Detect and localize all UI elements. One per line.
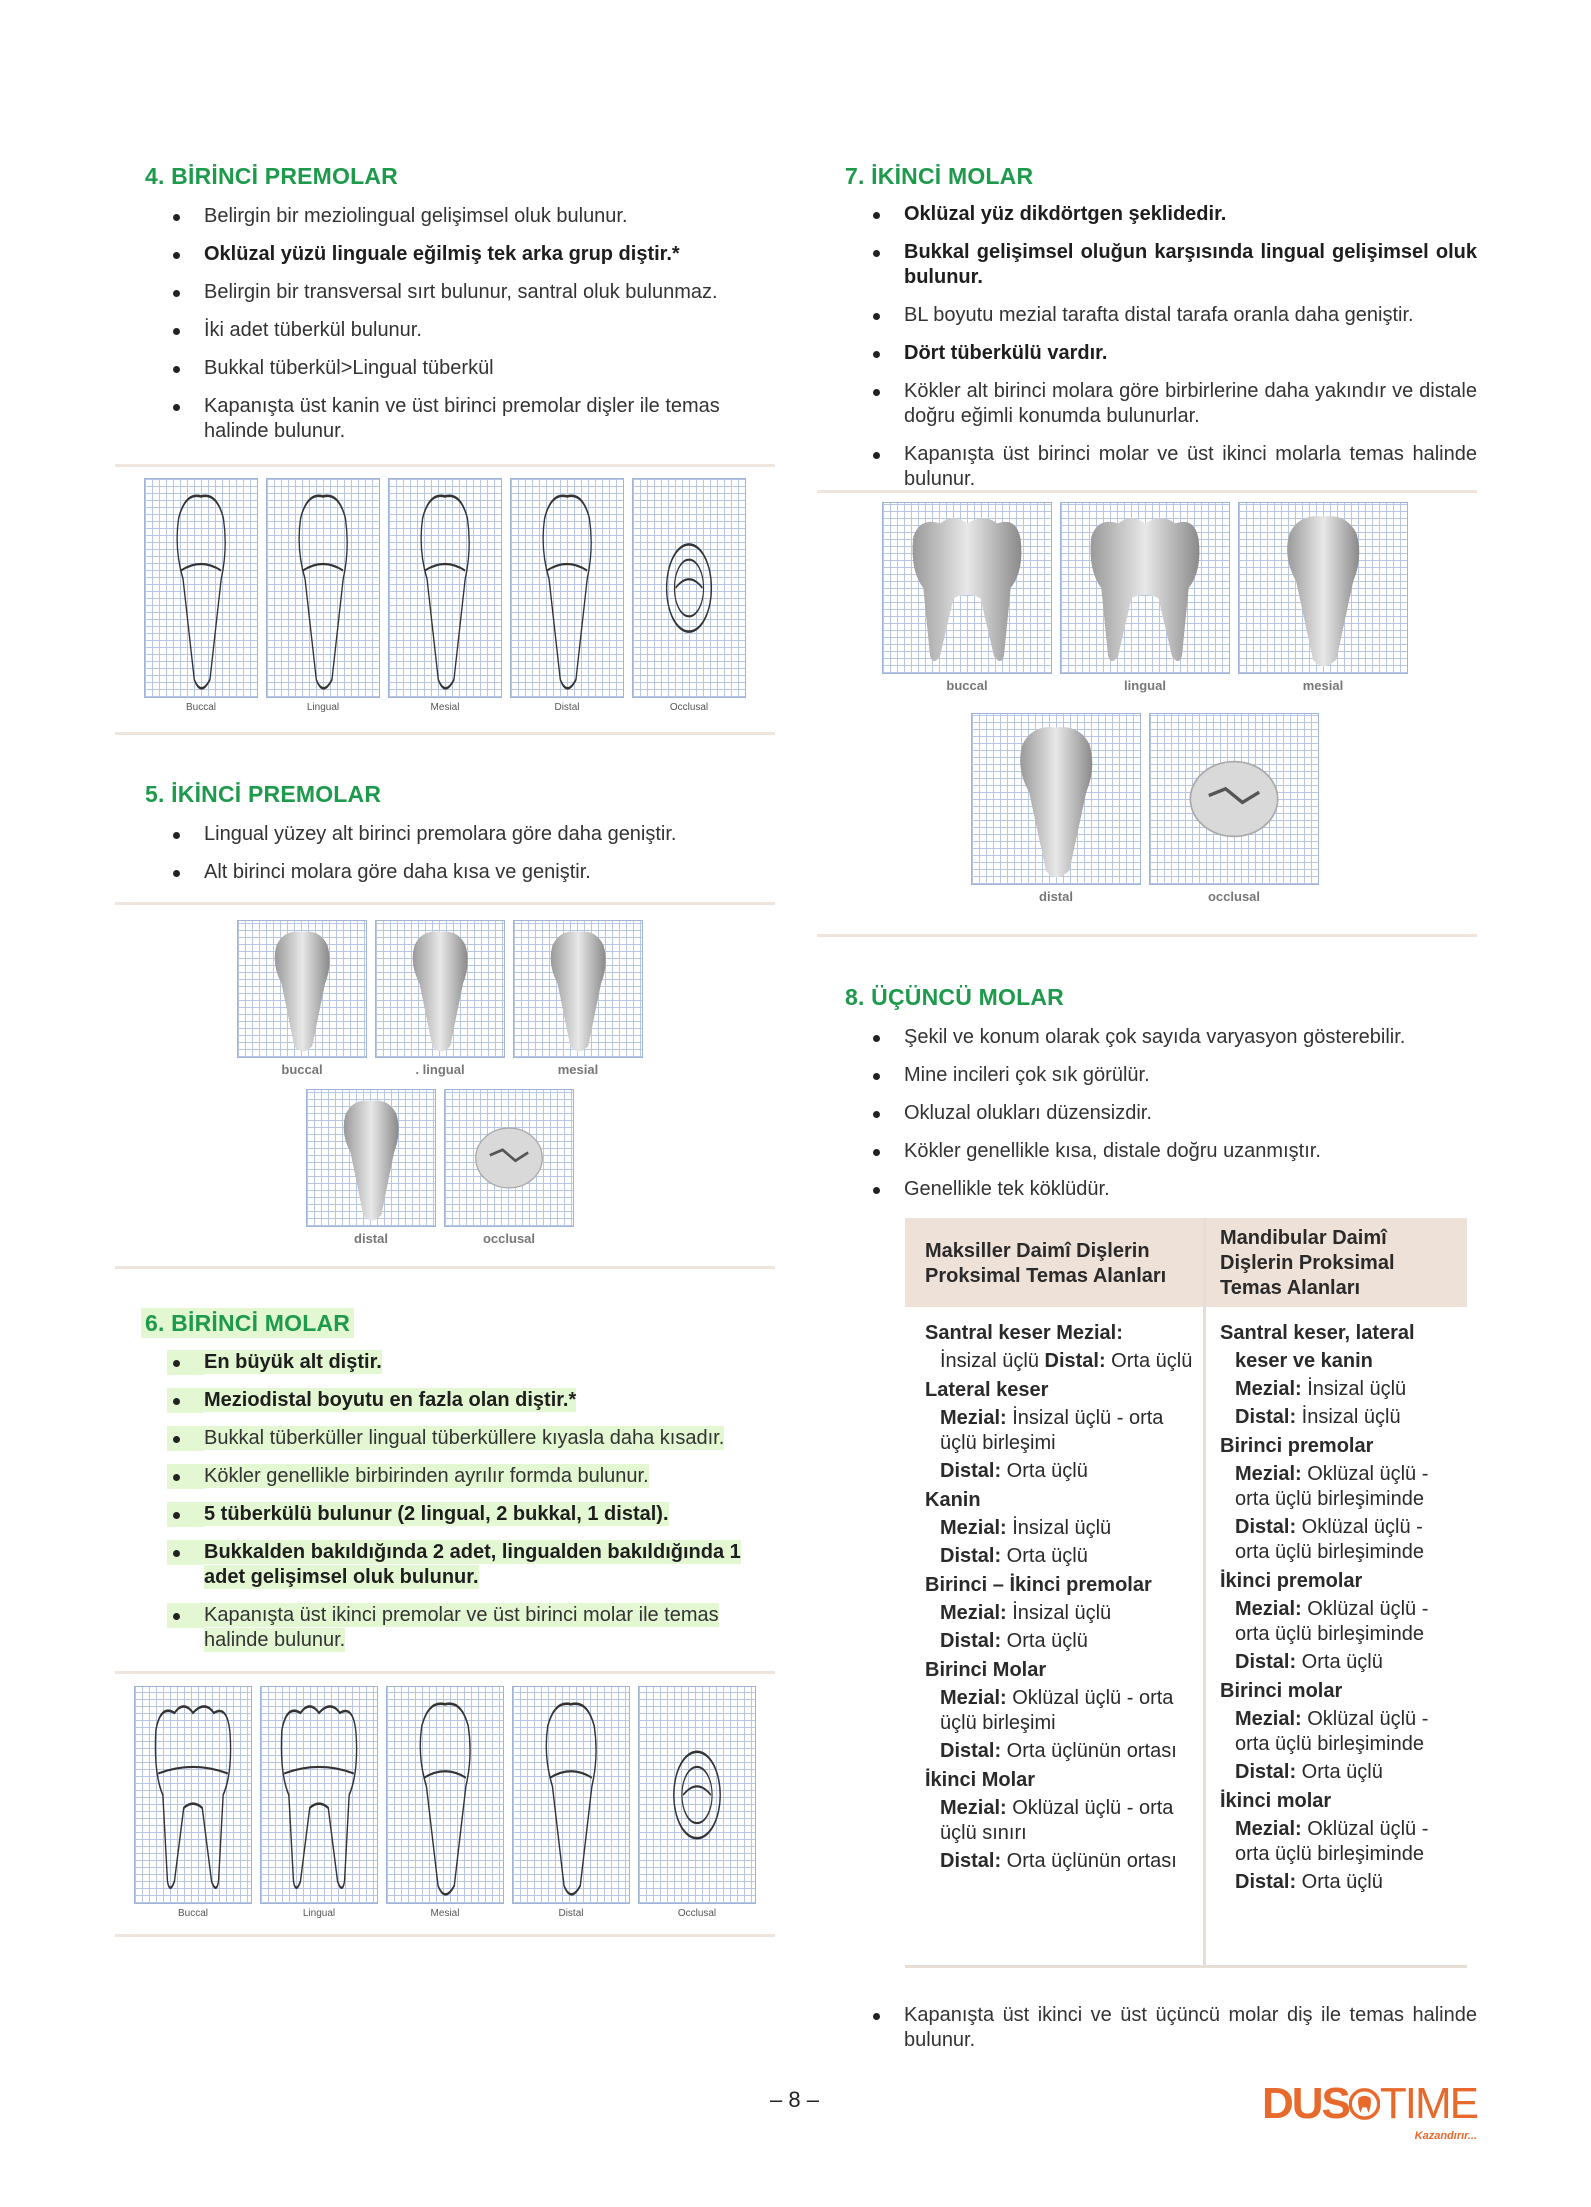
bullet-item [145, 242, 775, 267]
table-line [925, 1601, 1195, 1626]
table-value: İnsizal üçlü [1296, 1406, 1401, 1428]
view-caption: Occlusal [669, 702, 709, 713]
tooth-drawing [307, 1090, 435, 1226]
table-line [1220, 1569, 1459, 1594]
bullet-text: Alt birinci molara göre daha kısa ve geniştir. [204, 861, 591, 883]
table-line [1220, 1462, 1459, 1512]
table-line [925, 1658, 1195, 1683]
highlight-mark [167, 1388, 204, 1413]
divider [115, 464, 775, 467]
table-label: Distal: [1235, 1761, 1297, 1783]
bullet-item [845, 303, 1477, 328]
bullet-text: Lingual yüzey alt birinci premolara göre daha geniştir. [204, 823, 677, 845]
table-line [1220, 1789, 1459, 1814]
section-heading-text: 6. BİRİNCİ MOLAR [141, 1308, 354, 1338]
section-heading-birinci-molar [145, 1310, 354, 1337]
ucuncu-molar-bullets [845, 1025, 1477, 1215]
highlight-mark [167, 1502, 204, 1527]
view-caption: distal [1039, 889, 1073, 904]
table-label: Distal: [1235, 1651, 1297, 1673]
table-label: Mezial: [1235, 1598, 1302, 1620]
tooth-view-occlusal [444, 1089, 574, 1246]
table-label: İkinci premolar [1220, 1570, 1363, 1592]
table-line [925, 1573, 1195, 1598]
table-line [925, 1739, 1195, 1764]
view-caption: . lingual [415, 1062, 465, 1077]
table-value: Orta üçlü [1296, 1651, 1383, 1673]
bullet-item [145, 318, 775, 343]
table-label: Mezial: [940, 1407, 1007, 1429]
tooth-drawing [238, 921, 366, 1057]
tooth-view-distal [512, 1686, 630, 1919]
grid-image [134, 1686, 252, 1904]
tooth-view-lingual [1060, 502, 1230, 693]
divider [115, 1266, 775, 1269]
tooth-view-mesial [388, 478, 502, 713]
bullet-text: Kapanışta üst ikinci premolar ve üst birinci molar ile temas halinde bulunur. [204, 1604, 719, 1651]
bullet-item [845, 240, 1477, 290]
ikinci-premolar-bullets [145, 822, 775, 898]
view-caption: mesial [1302, 678, 1344, 693]
view-caption: buccal [946, 678, 988, 693]
table-value: Orta üçlü [1001, 1460, 1088, 1482]
bullet-item [145, 394, 775, 444]
divider [115, 902, 775, 905]
grid-image [375, 920, 505, 1058]
table-value: İnsizal üçlü [1301, 1378, 1407, 1400]
grid-image [971, 713, 1141, 885]
view-caption: Buccal [185, 702, 216, 713]
bullet-text: Kapanışta üst kanin ve üst birinci premolar dişler ile temas halinde bulunur. [204, 395, 720, 442]
bullet-item [845, 379, 1477, 429]
bullet-item [145, 1426, 775, 1451]
view-caption: Lingual [306, 702, 340, 713]
table-line [1220, 1870, 1459, 1895]
grid-image [237, 920, 367, 1058]
bullet-text: Belirgin bir meziolingual gelişimsel oluk bulunur. [204, 205, 628, 227]
divider [115, 732, 775, 735]
tooth-drawing [445, 1090, 573, 1226]
tooth-drawing [387, 1687, 503, 1903]
tooth-drawing [514, 921, 642, 1057]
bullet-item [845, 1139, 1477, 1164]
table-line [925, 1459, 1195, 1484]
table-label: Distal: [940, 1545, 1002, 1567]
view-caption: distal [354, 1231, 388, 1246]
bullet-item [845, 1177, 1477, 1202]
view-caption: lingual [1124, 678, 1166, 693]
table-line [925, 1321, 1195, 1346]
tooth-view-distal [510, 478, 624, 713]
bullet-item [145, 1350, 775, 1375]
highlight-mark [167, 1350, 204, 1375]
table-value: Orta üçlünün ortası [1001, 1850, 1177, 1872]
table-label: Santral keser, lateral [1220, 1322, 1415, 1344]
tooth-view-lingual [375, 920, 505, 1077]
grid-image [638, 1686, 756, 1904]
view-caption: Occlusal [677, 1908, 717, 1919]
grid-image [388, 478, 502, 698]
table-line [1220, 1707, 1459, 1757]
table-label: Distal: [1235, 1516, 1297, 1538]
table-line [1220, 1597, 1459, 1647]
highlight-mark [167, 1464, 204, 1489]
table-label: Mezial: [940, 1687, 1007, 1709]
table-line [925, 1768, 1195, 1793]
tooth-drawing [883, 503, 1051, 673]
tooth-view-buccal [882, 502, 1052, 693]
birinci-molar-figure [115, 1686, 775, 1919]
table-label: Distal: [940, 1740, 1002, 1762]
tooth-view-occlusal [1149, 713, 1319, 904]
table-value: İnsizal üçlü [940, 1350, 1045, 1372]
page-number: – 8 – [770, 2087, 819, 2112]
bullet-text: Dört tüberkülü vardır. [904, 342, 1108, 364]
view-caption: Lingual [302, 1908, 336, 1919]
tooth-drawing [639, 1687, 755, 1903]
table-label: Mezial: [1235, 1463, 1302, 1485]
bullet-item [845, 202, 1477, 227]
table-label: Birinci molar [1220, 1680, 1343, 1702]
table-value: Oklüzal üçlü - orta üçlü sınırı [940, 1797, 1174, 1844]
table-line [1220, 1321, 1459, 1346]
table-line [925, 1849, 1195, 1874]
bullet-text: Okluzal olukları düzensizdir. [904, 1102, 1152, 1124]
table-line [925, 1629, 1195, 1654]
bullet-text: Kapanışta üst ikinci ve üst üçüncü molar diş ile temas halinde bulunur. [904, 2004, 1477, 2051]
logo-tagline: Kazandırır... [1414, 2130, 1477, 2142]
tooth-view-mesial [513, 920, 643, 1077]
table-value: Oklüzal üçlü - orta üçlü birleşiminde [1235, 1598, 1429, 1645]
tooth-view-buccal [134, 1686, 252, 1919]
bullet-text: 5 tüberkülü bulunur (2 lingual, 2 bukkal, 1 distal). [204, 1503, 669, 1525]
grid-image [513, 920, 643, 1058]
table-line [1220, 1679, 1459, 1704]
table-value: Oklüzal üçlü - orta üçlü birleşimi [940, 1687, 1174, 1734]
table-line [925, 1516, 1195, 1541]
tooth-drawing [376, 921, 504, 1057]
bullet-item [845, 1101, 1477, 1126]
bullet-text: Genellikle tek köklüdür. [904, 1178, 1110, 1200]
bullet-text: Kökler alt birinci molara göre birbirlerine daha yakındır ve distale doğru eğimli konumda bulunurlar. [904, 380, 1477, 427]
section-heading-ikinci-premolar: 5. İKİNCİ PREMOLAR [145, 781, 382, 807]
bullet-item [845, 1025, 1477, 1050]
grid-image [882, 502, 1052, 674]
section-heading-ucuncu-molar: 8. ÜÇÜNCÜ MOLAR [845, 984, 1064, 1010]
grid-image [144, 478, 258, 698]
tooth-drawing [633, 479, 745, 697]
grid-image [510, 478, 624, 698]
view-caption: Mesial [430, 702, 460, 713]
proximal-contact-table [905, 1218, 1467, 1968]
bullet-item [845, 341, 1477, 366]
divider [817, 490, 1477, 493]
table-label: Distal: [1235, 1871, 1297, 1893]
table-label: Mezial: [1235, 1818, 1302, 1840]
tooth-view-mesial [386, 1686, 504, 1919]
view-caption: Distal [558, 1908, 584, 1919]
logo-text-dus: DUS [1262, 2079, 1349, 2128]
bullet-item [145, 1603, 775, 1653]
table-line [1220, 1760, 1459, 1785]
bullet-text: Şekil ve konum olarak çok sayıda varyasyon gösterebilir. [904, 1026, 1406, 1048]
bullet-text: Mine incileri çok sık görülür. [904, 1064, 1150, 1086]
highlight-mark [167, 1540, 204, 1565]
view-caption: buccal [281, 1062, 323, 1077]
table-line [1220, 1817, 1459, 1867]
bullet-text: Bukkal tüberküller lingual tüberküllere kıyasla daha kısadır. [204, 1427, 725, 1449]
table-value: Oklüzal üçlü - orta üçlü birleşiminde [1235, 1463, 1429, 1510]
table-label: Distal: [940, 1850, 1002, 1872]
birinci-premolar-figure [115, 478, 775, 713]
bullet-text: İki adet tüberkül bulunur. [204, 319, 422, 341]
divider [817, 934, 1477, 937]
bullet-text: Kökler genellikle birbirinden ayrılır formda bulunur. [204, 1465, 649, 1487]
grid-image [266, 478, 380, 698]
table-value: Orta üçlünün ortası [1001, 1740, 1177, 1762]
bullet-item [145, 1464, 775, 1489]
table-value: İnsizal üçlü - orta üçlü birleşimi [940, 1407, 1164, 1454]
bullet-text: Belirgin bir transversal sırt bulunur, santral oluk bulunmaz. [204, 281, 718, 303]
table-value: Orta üçlü [1001, 1630, 1088, 1652]
bullet-text: Oklüzal yüz dikdörtgen şeklidedir. [904, 203, 1227, 225]
bullet-item [145, 860, 775, 885]
table-value: İnsizal üçlü [1006, 1602, 1112, 1624]
grid-image [1149, 713, 1319, 885]
grid-image [512, 1686, 630, 1904]
table-label: Distal: [1235, 1406, 1297, 1428]
table-cell-mandibular [1205, 1307, 1468, 1967]
table-label: Birinci premolar [1220, 1435, 1374, 1457]
view-caption: occlusal [482, 1231, 536, 1246]
table-label: Distal: [1044, 1350, 1106, 1372]
tooth-view-mesial [1238, 502, 1408, 693]
bullet-item [145, 822, 775, 847]
grid-image [632, 478, 746, 698]
bullet-item [145, 204, 775, 229]
table-value: Oklüzal üçlü - orta üçlü birleşiminde [1235, 1516, 1424, 1563]
logo-text-time: TIME [1379, 2079, 1477, 2128]
tooth-view-buccal [144, 478, 258, 713]
table-value: Orta üçlü [1296, 1871, 1383, 1893]
tooth-logo-icon [1349, 2079, 1380, 2129]
tooth-view-distal [306, 1089, 436, 1246]
table-line [1220, 1434, 1459, 1459]
table-label: Mezial: [940, 1517, 1007, 1539]
table-label: Birinci Molar [925, 1659, 1047, 1681]
bullet-text: Bukkal tüberkül>Lingual tüberkül [204, 357, 494, 379]
table-label: Mezial: [940, 1602, 1007, 1624]
table-label: Birinci – İkinci premolar [925, 1574, 1152, 1596]
birinci-molar-bullets [145, 1350, 775, 1666]
grid-image [1060, 502, 1230, 674]
table-label: İkinci molar [1220, 1790, 1332, 1812]
table-label: Distal: [940, 1460, 1002, 1482]
table-label: İkinci Molar [925, 1769, 1036, 1791]
tooth-view-occlusal [638, 1686, 756, 1919]
table-label: Mezial: [940, 1797, 1007, 1819]
table-label: Mezial: [1235, 1378, 1302, 1400]
tooth-view-distal [971, 713, 1141, 904]
table-line [925, 1378, 1195, 1403]
ucuncu-molar-contact-bullet [845, 2003, 1477, 2066]
table-line [925, 1488, 1195, 1513]
bullet-text: BL boyutu mezial tarafta distal tarafa oranla daha geniştir. [904, 304, 1414, 326]
table-value: Orta üçlü [1105, 1350, 1193, 1372]
ikinci-molar-bullets [845, 202, 1477, 505]
tooth-drawing [1061, 503, 1229, 673]
tooth-drawing [261, 1687, 377, 1903]
divider [115, 1671, 775, 1674]
bullet-item [145, 356, 775, 381]
tooth-drawing [1239, 503, 1407, 673]
table-line [1220, 1650, 1459, 1675]
bullet-text: En büyük alt diştir. [204, 1351, 382, 1373]
bullet-item [145, 1540, 775, 1590]
tooth-drawing [513, 1687, 629, 1903]
grid-image [386, 1686, 504, 1904]
bullet-text: Oklüzal yüzü linguale eğilmiş tek arka grup diştir.* [204, 243, 680, 265]
bullet-text: Bukkalden bakıldığında 2 adet, lingualden bakıldığında 1 adet gelişimsel oluk bulunur. [204, 1541, 741, 1588]
birinci-premolar-bullets [145, 204, 775, 457]
grid-image [260, 1686, 378, 1904]
ikinci-premolar-figure [200, 920, 680, 1246]
view-caption: Mesial [430, 1908, 460, 1919]
bullet-item [845, 442, 1477, 492]
tooth-view-occlusal [632, 478, 746, 713]
tooth-drawing [145, 479, 257, 697]
view-caption: Buccal [177, 1908, 208, 1919]
table-line [925, 1349, 1195, 1374]
table-line [1220, 1405, 1459, 1430]
table-line [1220, 1515, 1459, 1565]
section-heading-ikinci-molar: 7. İKİNCİ MOLAR [845, 163, 1034, 189]
highlight-mark [167, 1603, 204, 1628]
table-line [1220, 1349, 1459, 1374]
dustime-logo [1262, 2078, 1477, 2142]
view-caption: Distal [554, 702, 580, 713]
grid-image [1238, 502, 1408, 674]
table-label: Lateral keser [925, 1379, 1049, 1401]
table-value: Oklüzal üçlü - orta üçlü birleşiminde [1235, 1818, 1429, 1865]
divider [115, 1934, 775, 1937]
bullet-item [145, 1502, 775, 1527]
view-caption: occlusal [1207, 889, 1261, 904]
view-caption: mesial [557, 1062, 599, 1077]
tooth-view-lingual [266, 478, 380, 713]
tooth-drawing [135, 1687, 251, 1903]
section-heading-birinci-premolar: 4. BİRİNCİ PREMOLAR [145, 163, 398, 189]
bullet-text: Bukkal gelişimsel oluğun karşısında lingual gelişimsel oluk bulunur. [904, 241, 1477, 288]
table-line [925, 1796, 1195, 1846]
tooth-view-buccal [237, 920, 367, 1077]
tooth-view-lingual [260, 1686, 378, 1919]
bullet-item [145, 1388, 775, 1413]
table-line [925, 1686, 1195, 1736]
bullet-item [845, 2003, 1477, 2053]
table-label: Mezial: [1235, 1708, 1302, 1730]
tooth-drawing [511, 479, 623, 697]
grid-image [444, 1089, 574, 1227]
table-value: İnsizal üçlü [1006, 1517, 1112, 1539]
table-value: Oklüzal üçlü - orta üçlü birleşiminde [1235, 1708, 1429, 1755]
ikinci-molar-figure [860, 502, 1430, 904]
bullet-text: Kapanışta üst birinci molar ve üst ikinci molarla temas halinde bulunur. [904, 443, 1477, 490]
table-value: Orta üçlü [1296, 1761, 1383, 1783]
tooth-drawing [1150, 714, 1318, 884]
table-label: Kanin [925, 1489, 981, 1511]
table-cell-maxillary [905, 1307, 1205, 1967]
tooth-drawing [267, 479, 379, 697]
tooth-drawing [389, 479, 501, 697]
table-value: Orta üçlü [1001, 1545, 1088, 1567]
table-line [1220, 1377, 1459, 1402]
table-line [925, 1406, 1195, 1456]
table-label: Distal: [940, 1630, 1002, 1652]
table-header-mandibular: Mandibular Daimî Dişlerin Proksimal Temas Alanları [1205, 1218, 1468, 1307]
table-label: Santral keser Mezial: [925, 1322, 1123, 1344]
table-line [925, 1544, 1195, 1569]
table-label: keser ve kanin [1235, 1350, 1373, 1372]
bullet-text: Meziodistal boyutu en fazla olan diştir.* [204, 1389, 577, 1411]
bullet-item [145, 280, 775, 305]
bullet-text: Kökler genellikle kısa, distale doğru uzanmıştır. [904, 1140, 1321, 1162]
highlight-mark [167, 1426, 204, 1451]
tooth-drawing [972, 714, 1140, 884]
grid-image [306, 1089, 436, 1227]
bullet-item [845, 1063, 1477, 1088]
table-header-maxillary: Maksiller Daimî Dişlerin Proksimal Temas Alanları [905, 1218, 1205, 1307]
